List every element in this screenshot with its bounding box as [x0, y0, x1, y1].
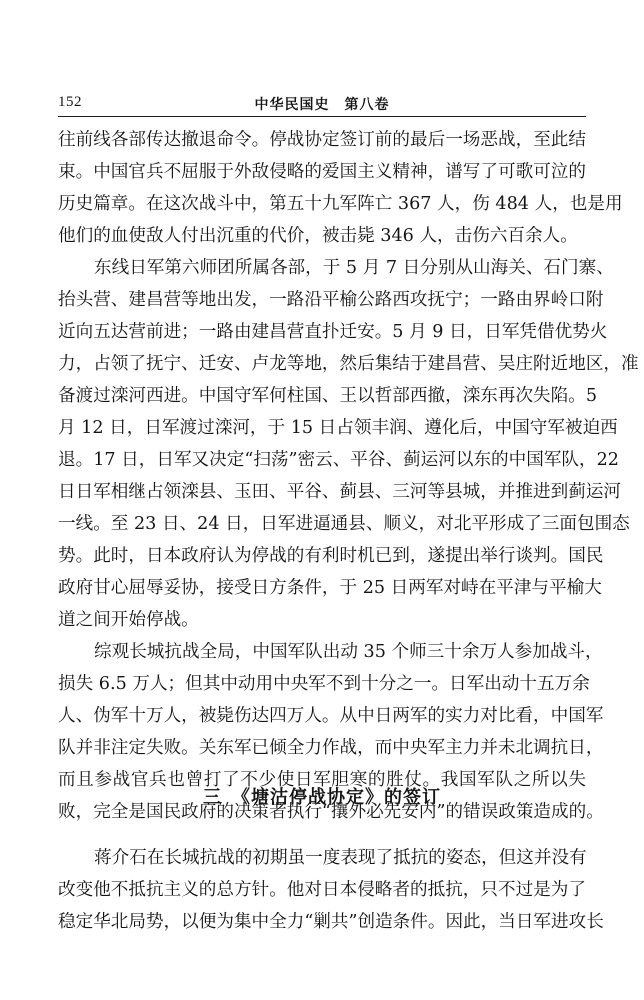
text-line: 近向五达营前进；一路由建昌营直扑迁安。5 月 9 日，日军凭借优势火	[58, 322, 608, 342]
text-line: 往前线各部传达撤退命令。停战协定签订前的最后一场恶战，至此结	[58, 130, 586, 150]
page-number: 152	[58, 94, 82, 110]
text-line: 东线日军第六师团所属各部，于 5 月 7 日分别从山海关、石门寨、	[94, 258, 614, 278]
page-header	[58, 94, 586, 116]
text-line: 损失 6.5 万人；但其中动用中央军不到十分之一。日军出动十五万余	[58, 674, 590, 694]
text-line: 蒋介石在长城抗战的初期虽一度表现了抵抗的姿态，但这并没有	[94, 848, 587, 868]
text-line: 备渡过滦河西进。中国守军何柱国、王以哲部西撤，滦东再次失陷。5	[58, 386, 598, 406]
running-title: 中华民国史 第八卷	[254, 97, 390, 113]
text-line: 历史篇章。在这次战斗中，第五十九军阵亡 367 人，伤 484 人，也是用	[58, 194, 623, 214]
text-line: 队并非注定失败。关东军已倾全力作战，而中央军主力并未北调抗日，	[58, 738, 604, 758]
text-line: 日日军相继占领滦县、玉田、平谷、蓟县、三河等县城，并推进到蓟运河	[58, 482, 622, 502]
text-line: 败，完全是国民政府的决策者执行“攘外必先安内”的错误政策造成的。	[58, 802, 604, 822]
text-line: 抬头营、建昌营等地出发，一路沿平榆公路西攻抚宁；一路由界岭口附	[58, 290, 604, 310]
body-text-section	[58, 842, 604, 938]
text-line: 改变他不抵抗主义的总方针。他对日本侵略者的抵抗，只不过是为了	[58, 880, 586, 900]
text-line: 势。此时，日本政府认为停战的有利时机已到，遂提出举行谈判。国民	[58, 546, 604, 566]
text-line: 退。17 日，日军又决定“扫荡”密云、平谷、蓟运河以东的中国军队，22	[58, 450, 619, 470]
text-line: 综观长城抗战全局，中国军队出动 35 个师三十余万人参加战斗，	[94, 642, 603, 662]
text-line: 月 12 日，日军渡过滦河，于 15 日占领丰润、遵化后，中国守军被迫西	[58, 418, 618, 438]
paragraph	[58, 124, 623, 252]
body-text	[58, 124, 639, 828]
text-line: 力，占领了抚宁、迁安、卢龙等地，然后集结于建昌营、吴庄附近地区，准	[58, 354, 639, 374]
text-line: 而且参战官兵也曾打了不少使日军胆寒的胜仗。我国军队之所以失	[58, 770, 586, 790]
paragraph	[58, 252, 639, 636]
text-line: 政府甘心屈辱妥协，接受日方条件，于 25 日两军对峙在平津与平榆大	[58, 578, 602, 598]
section-heading: 三 《塘沽停战协定》的签订	[203, 787, 441, 808]
text-line: 束。中国官兵不屈服于外敌侵略的爱国主义精神，谱写了可歌可泣的	[58, 162, 586, 182]
text-line: 一线。至 23 日、24 日，日军进逼通县、顺义，对北平形成了三面包围态	[58, 514, 630, 534]
text-line: 道之间开始停战。	[58, 610, 199, 630]
paragraph	[58, 842, 604, 938]
text-line: 稳定华北局势，以便为集中全力“剿共”创造条件。因此，当日军进攻长	[58, 912, 604, 932]
text-line: 他们的血使敌人付出沉重的代价，被击毙 346 人，击伤六百余人。	[58, 226, 578, 246]
text-line: 人、伪军十万人，被毙伤达四万人。从中日两军的实力对比看，中国军	[58, 706, 604, 726]
header-rule	[58, 116, 586, 117]
